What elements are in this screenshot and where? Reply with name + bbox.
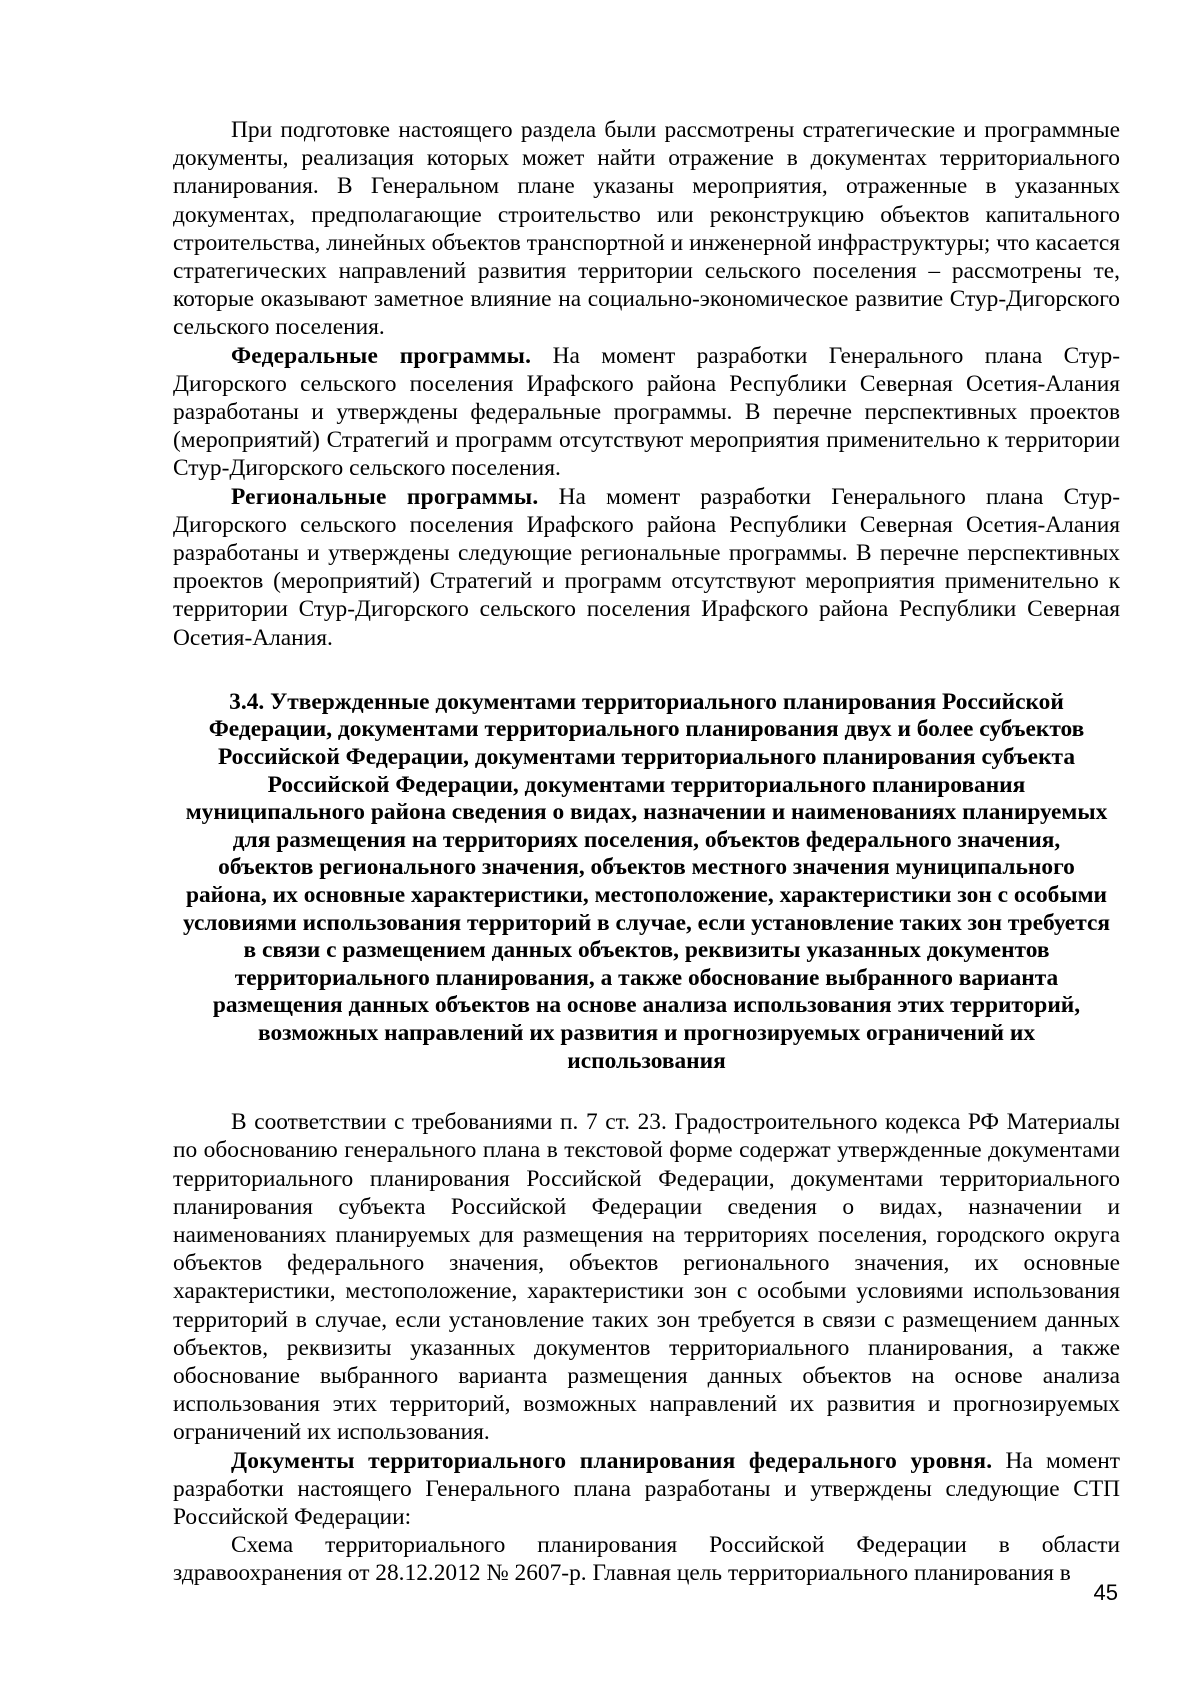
federal-programs-lead: Федеральные программы. — [231, 342, 532, 369]
page-number: 45 — [1093, 1580, 1118, 1605]
regional-programs-lead: Региональные программы. — [231, 483, 539, 510]
federal-documents-text: На момент разработки настоящего Генерального плана разработаны и утверждены следующие СТП Российской Федерации: — [173, 1447, 1120, 1531]
intro-paragraph: При подготовке настоящего раздела были рассмотрены стратегические и программные документы, реализация которых может найти отражение в документах территориального планирования. В Генеральном плане указаны мероприятия, отраженные в указанных документах, предполагающие строительство или реконструкцию объектов капитального строительства, линейных объектов транспортной и инженерной инфраструктуры; что касается стратегических направлений развития территории сельского поселения – рассмотрены те, которые оказывают заметное влияние на социально-экономическое развитие Стур-Дигорского сельского поселения. — [173, 117, 1120, 341]
federal-documents-paragraph — [173, 1447, 1120, 1532]
health-scheme-paragraph: Схема территориального планирования Российской Федерации в области здравоохранения от 28.12.2012 № 2607-р. Главная цель территориального планирования в — [173, 1532, 1120, 1587]
section-heading: 3.4. Утвержденные документами территориального планирования Российской Федерации, документами территориального планирования двух и более субъектов Российской Федерации, документами территориального планирования субъекта Российской Федерации, документами территориального планирования муниципального района сведения о видах, назначении и наименованиях планируемых для размещения на территориях поселения, объектов федерального значения, объектов регионального значения, объектов местного значения муниципального района, их основные характеристики, местоположение, характеристики зон с особыми условиями использования территорий в случае, если установление таких зон требуется в связи с размещением данных объектов, реквизиты указанных документов территориального планирования, а также обоснование выбранного варианта размещения данных объектов на основе анализа использования этих территорий, возможных направлений их развития и прогнозируемых ограничений их использования — [183, 688, 1111, 1074]
federal-programs-paragraph — [173, 342, 1120, 483]
requirements-paragraph: В соответствии с требованиями п. 7 ст. 23. Градостроительного кодекса РФ Материалы по обоснованию генерального плана в текстовой форме содержат утвержденные документами территориального планирования Российской Федерации, документами территориального планирования субъекта Российской Федерации сведения о видах, назначении и наименованиях планируемых для размещения на территориях поселения, городского округа объектов федерального значения, объектов регионального значения, их основные характеристики, местоположение, характеристики зон с особыми условиями использования территорий в случае, если установление таких зон требуется в связи с размещением данных объектов, реквизиты указанных документов территориального планирования, а также обоснование выбранного варианта размещения данных объектов на основе анализа использования этих территорий, возможных направлений их развития и прогнозируемых ограничений их использования. — [173, 1109, 1120, 1446]
federal-programs-text: На момент разработки Генерального плана Стур-Дигорского сельского поселения Ирафского района Республики Северная Осетия-Алания разработаны и утверждены федеральные программы. В перечне перспективных проектов (мероприятий) Стратегий и программ отсутствуют мероприятия применительно к территории Стур-Дигорского сельского поселения. — [173, 342, 1120, 482]
regional-programs-text: На момент разработки Генерального плана Стур-Дигорского сельского поселения Ирафского района Республики Северная Осетия-Алания разработаны и утверждены следующие региональные программы. В перечне перспективных проектов (мероприятий) Стратегий и программ отсутствуют мероприятия применительно к территории Стур-Дигорского сельского поселения Ирафского района Республики Северная Осетия-Алания. — [173, 483, 1120, 651]
federal-documents-lead: Документы территориального планирования федерального уровня. — [231, 1447, 993, 1474]
regional-programs-paragraph — [173, 483, 1120, 652]
